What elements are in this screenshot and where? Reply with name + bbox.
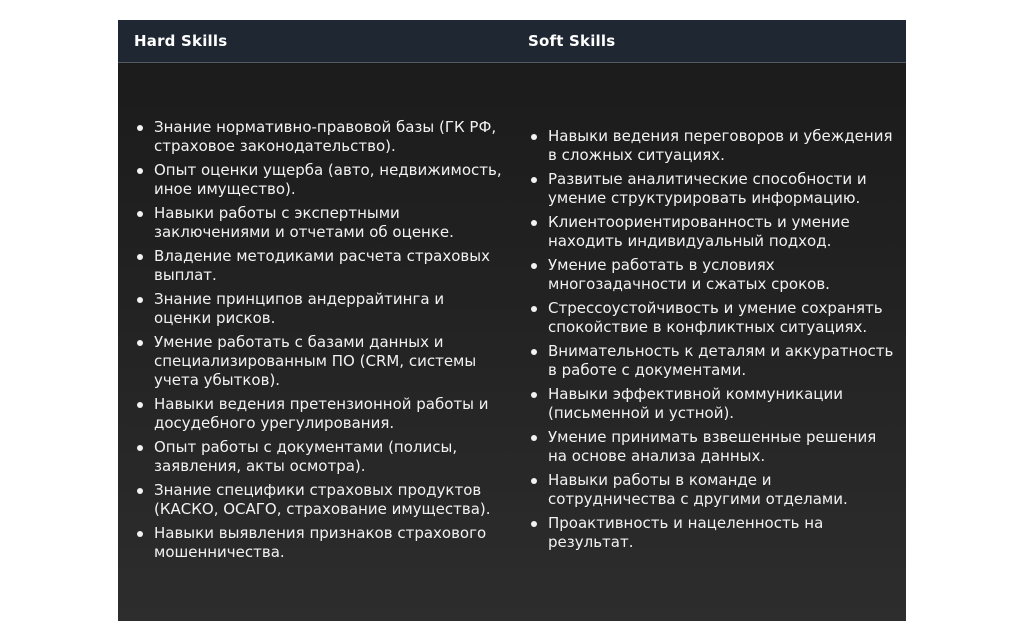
list-item: Развитые аналитические способности и умение структурировать информацию. — [528, 170, 900, 208]
list-item: Внимательность к деталям и аккуратность в работе с документами. — [528, 342, 900, 380]
list-item: Умение работать с базами данных и специализированным ПО (CRM, системы учета убытков). — [134, 333, 506, 390]
list-item: Знание специфики страховых продуктов (КАСКО, ОСАГО, страхование имущества). — [134, 481, 506, 519]
soft-skills-list — [528, 127, 900, 557]
header-soft-skills: Soft Skills — [528, 32, 616, 50]
list-item: Опыт работы с документами (полисы, заявления, акты осмотра). — [134, 438, 506, 476]
list-item: Навыки ведения претензионной работы и досудебного урегулирования. — [134, 395, 506, 433]
table-header — [118, 20, 906, 63]
list-item: Навыки выявления признаков страхового мошенничества. — [134, 524, 506, 562]
list-item: Навыки эффективной коммуникации (письменной и устной). — [528, 385, 900, 423]
list-item: Опыт оценки ущерба (авто, недвижимость, иное имущество). — [134, 161, 506, 199]
list-item: Проактивность и нацеленность на результат. — [528, 514, 900, 552]
list-item: Владение методиками расчета страховых выплат. — [134, 247, 506, 285]
list-item: Знание принципов андеррайтинга и оценки рисков. — [134, 290, 506, 328]
list-item: Стрессоустойчивость и умение сохранять спокойствие в конфликтных ситуациях. — [528, 299, 900, 337]
list-item: Навыки работы с экспертными заключениями и отчетами об оценке. — [134, 204, 506, 242]
list-item: Знание нормативно-правовой базы (ГК РФ, страховое законодательство). — [134, 118, 506, 156]
hard-skills-list — [134, 118, 506, 567]
list-item: Умение принимать взвешенные решения на основе анализа данных. — [528, 428, 900, 466]
list-item: Клиентоориентированность и умение находить индивидуальный подход. — [528, 213, 900, 251]
list-item: Навыки ведения переговоров и убеждения в сложных ситуациях. — [528, 127, 900, 165]
hard-skills-column — [118, 63, 512, 620]
soft-skills-column — [512, 63, 906, 620]
table-body — [118, 63, 906, 620]
list-item: Умение работать в условиях многозадачности и сжатых сроков. — [528, 256, 900, 294]
header-hard-skills: Hard Skills — [134, 32, 228, 50]
list-item: Навыки работы в команде и сотрудничества с другими отделами. — [528, 471, 900, 509]
skills-table — [118, 20, 906, 621]
